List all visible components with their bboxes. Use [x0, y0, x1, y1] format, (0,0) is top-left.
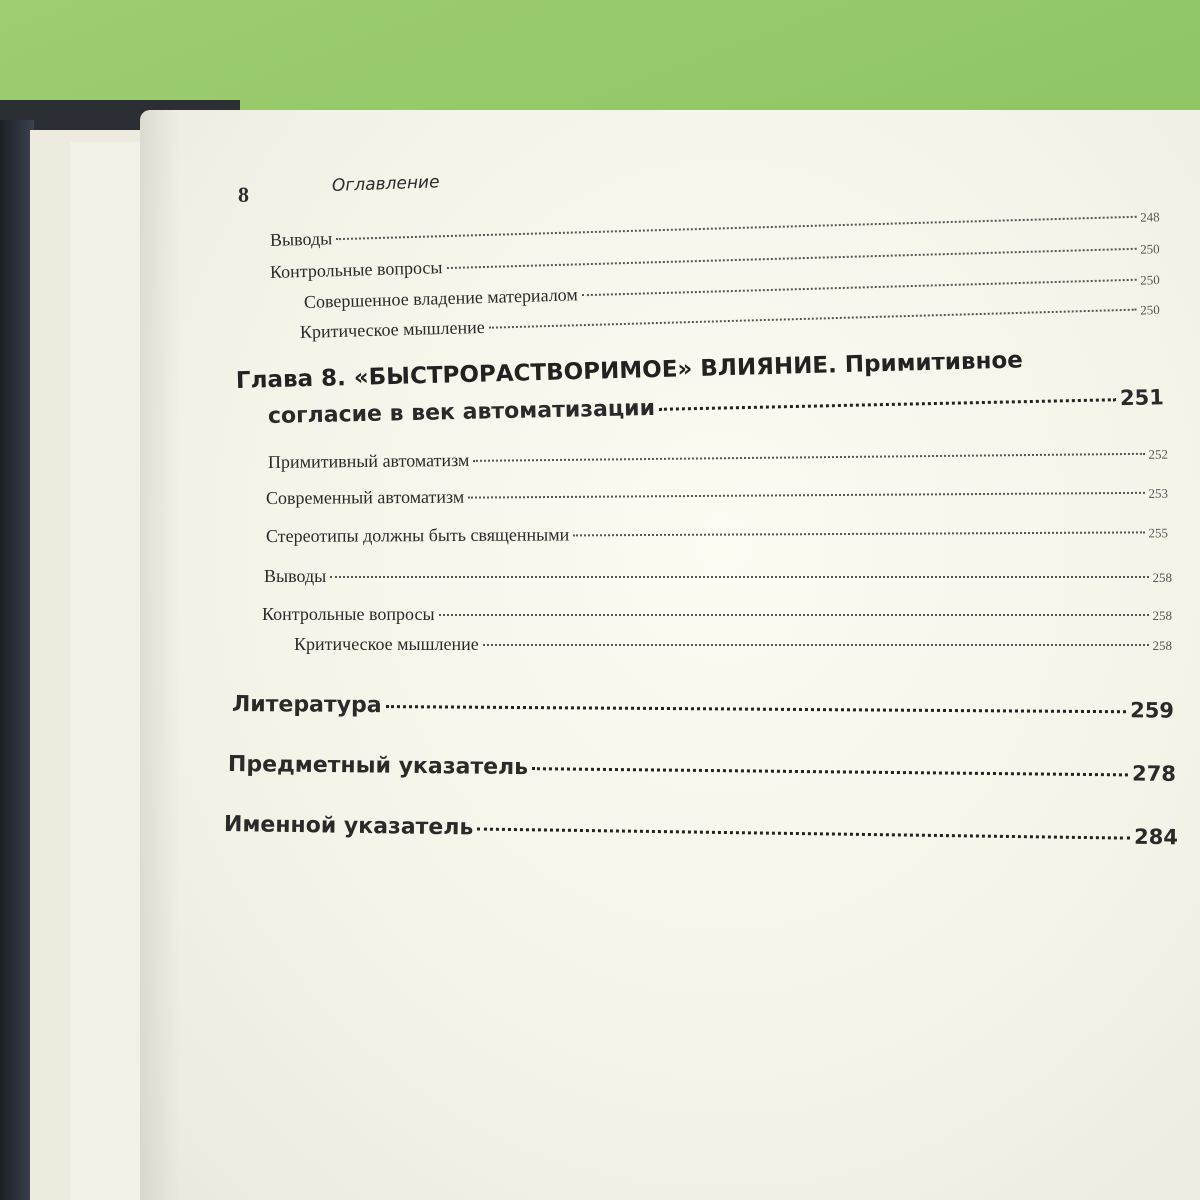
dot-leader	[532, 767, 1128, 776]
toc-entry	[294, 634, 1172, 655]
toc-entry-label: Предметный указатель	[227, 752, 529, 781]
dot-leader	[473, 453, 1144, 462]
page-number: 8	[238, 182, 249, 207]
toc-entry-page: 250	[1139, 272, 1160, 288]
toc-entry-page: 258	[1152, 570, 1172, 585]
toc-entry-page: 255	[1148, 525, 1169, 541]
dot-leader	[477, 828, 1130, 840]
toc-entry-page: 250	[1139, 241, 1160, 257]
toc-entry-label: Выводы	[264, 566, 327, 586]
dot-leader	[386, 705, 1127, 713]
toc-entry	[264, 566, 1172, 587]
chapter-title: Глава 8. «БЫСТРОРАСТВОРИМОЕ» ВЛИЯНИЕ. Примитивное	[235, 347, 1024, 394]
toc-entry-label: Выводы	[269, 228, 333, 250]
dot-leader	[330, 576, 1148, 578]
toc-entry-page: 258	[1152, 608, 1172, 623]
toc-entry-label: Критическое мышление	[294, 634, 479, 654]
chapter-subtitle: согласие в век автоматизации	[267, 395, 656, 429]
toc-entry-label: Совершенное владение материалом	[303, 284, 578, 312]
toc-entry-label: Критическое мышление	[299, 316, 485, 342]
dot-leader	[573, 531, 1144, 536]
toc-entry-label: Литература	[231, 692, 382, 719]
dot-leader	[468, 492, 1144, 499]
chapter-page: 251	[1119, 385, 1165, 411]
toc-entry-page: 258	[1152, 638, 1172, 653]
page-header	[238, 172, 440, 208]
toc-entry-page: 250	[1139, 301, 1160, 318]
dot-leader	[659, 398, 1116, 411]
page-gutter-shadow	[140, 110, 180, 1200]
dot-leader	[483, 644, 1149, 646]
toc-entry-label: Современный автоматизм	[265, 486, 465, 508]
dot-leader	[439, 614, 1149, 616]
toc-entry-page: 253	[1148, 485, 1169, 501]
toc-entry-label: Контрольные вопросы	[262, 604, 435, 624]
toc-entry-label: Именной указатель	[223, 812, 474, 841]
running-head: Оглавление	[331, 172, 440, 196]
toc-entry-label: Примитивный автоматизм	[267, 449, 470, 472]
toc-entry-label: Контрольные вопросы	[269, 257, 443, 282]
book-spine-edge	[0, 120, 34, 1200]
toc-entry-label: Стереотипы должны быть священными	[265, 524, 570, 546]
toc-entry-page: 252	[1148, 446, 1169, 462]
toc-entry	[262, 604, 1172, 625]
toc-entry-page: 278	[1131, 761, 1177, 786]
toc-entry-page: 259	[1130, 698, 1175, 723]
toc-entry-page: 248	[1139, 209, 1160, 225]
toc-entry-page: 284	[1133, 824, 1179, 850]
